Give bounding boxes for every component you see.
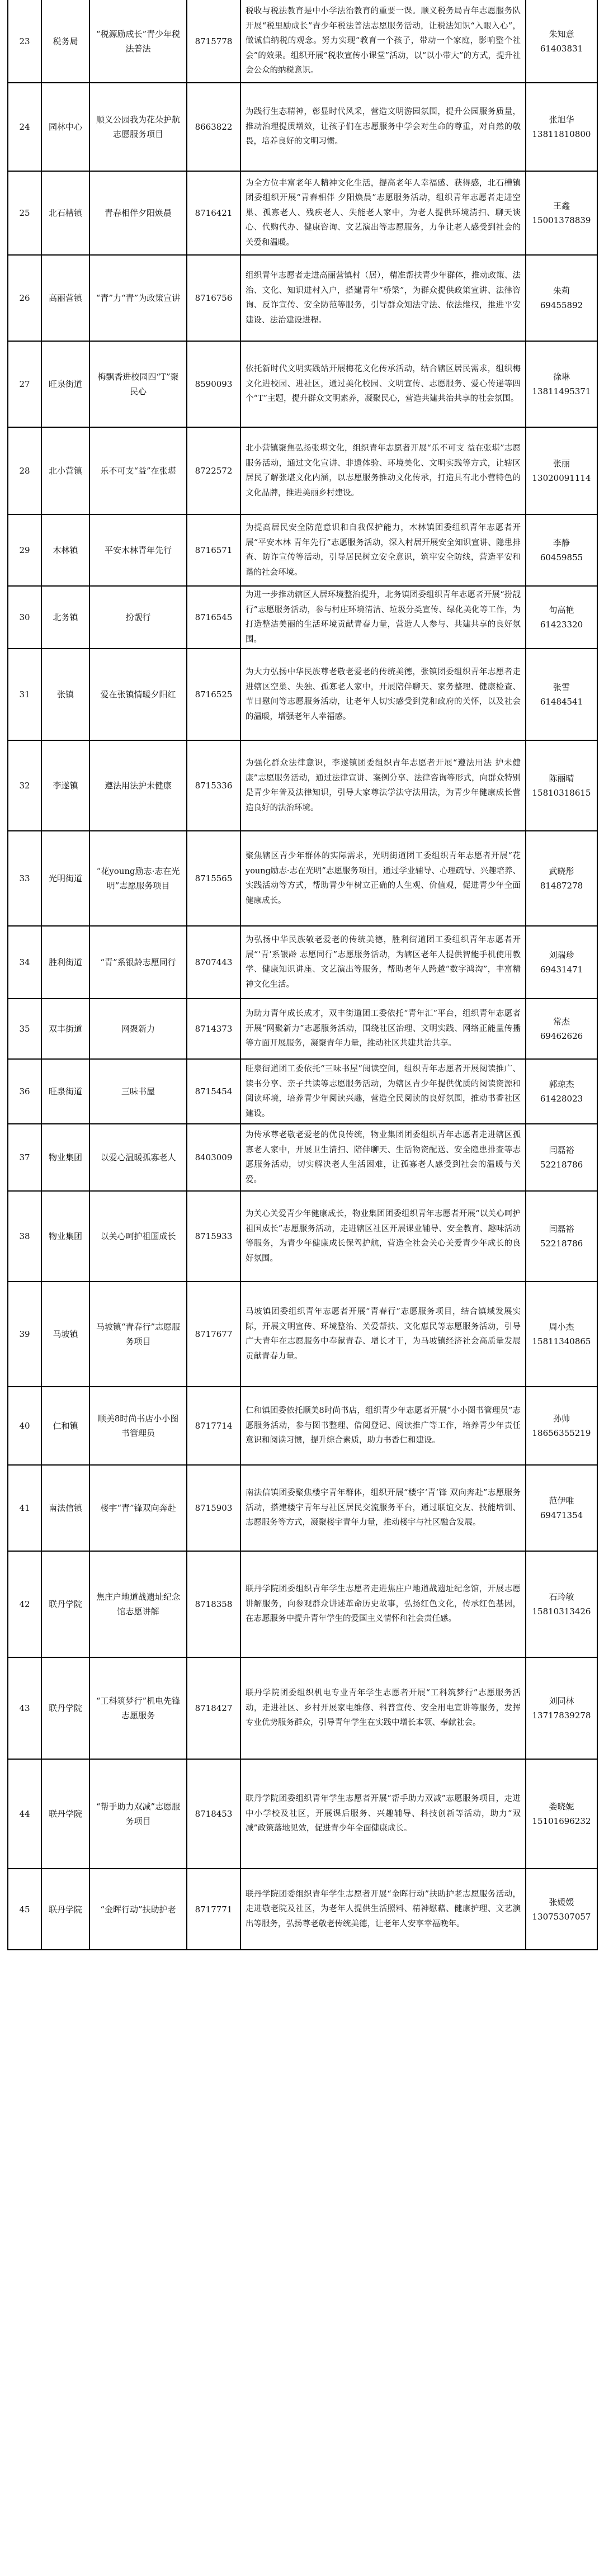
contact-phone: 81487278: [540, 881, 583, 891]
contact-phone: 69462626: [540, 1031, 583, 1041]
table-row: [8, 999, 597, 1059]
row-number: 42: [8, 1551, 41, 1657]
project-title: 梅飘香进校园四“T”聚民心: [89, 341, 187, 427]
project-phone: 8717771: [187, 1869, 240, 1950]
row-number: 26: [8, 255, 41, 341]
unit-name: 旺泉街道: [41, 341, 89, 427]
contact-name: 陈丽晴: [549, 773, 574, 783]
project-phone: 8590093: [187, 341, 240, 427]
table-row: [8, 649, 597, 740]
unit-name: 联丹学院: [41, 1759, 89, 1869]
unit-name: 物业集团: [41, 1124, 89, 1191]
project-phone: 8715933: [187, 1191, 240, 1282]
row-number: 43: [8, 1657, 41, 1759]
contact-phone: 52218786: [540, 1239, 583, 1249]
project-title: 青春相伴夕阳焕晨: [89, 171, 187, 255]
project-title: 顺美8时尚书店小小图书管理员: [89, 1387, 187, 1465]
contact-name: 朱莉: [553, 286, 570, 296]
contact-name: 张旭华: [549, 115, 574, 125]
project-title: 楼宇“青”锋双向奔赴: [89, 1465, 187, 1551]
project-phone: 8707443: [187, 926, 240, 999]
table-row: [8, 1059, 597, 1124]
table-row: [8, 1759, 597, 1869]
project-phone: 8403009: [187, 1124, 240, 1191]
contact-name: 徐琳: [553, 372, 570, 382]
project-title: 以爱心温暖孤寡老人: [89, 1124, 187, 1191]
contact-info: [526, 341, 597, 427]
contact-info: [526, 1059, 597, 1124]
contact-name: 石玲敏: [549, 1592, 574, 1602]
contact-info: [526, 740, 597, 831]
contact-name: 闫磊裕: [549, 1224, 574, 1234]
unit-name: 联丹学院: [41, 1869, 89, 1950]
contact-phone: 13717839278: [532, 1710, 591, 1721]
contact-phone: 61423320: [540, 620, 583, 630]
row-number: 36: [8, 1059, 41, 1124]
contact-phone: 13811810800: [532, 129, 591, 139]
unit-name: 税务局: [41, 0, 89, 83]
project-title: 平安木林青年先行: [89, 514, 187, 586]
contact-name: 王鑫: [553, 201, 570, 211]
project-description: 仁和镇团委依托顺美8时尚书店，组织青少年志愿者开展“小小图书管理员”志愿服务活动，参与图书整理、借阅登记、阅读推广等工作，培养青少年责任意识和阅读习惯，提升综合素质，助力书香仁和建设。: [240, 1387, 526, 1465]
row-number: 40: [8, 1387, 41, 1465]
project-phone: 8716571: [187, 514, 240, 586]
unit-name: 物业集团: [41, 1191, 89, 1282]
table-row: [8, 1657, 597, 1759]
contact-phone: 69455892: [540, 300, 583, 310]
contact-phone: 61484541: [540, 697, 583, 707]
project-phone: 8715454: [187, 1059, 240, 1124]
project-phone: 8718453: [187, 1759, 240, 1869]
unit-name: 联丹学院: [41, 1657, 89, 1759]
project-description: 联丹学院团委组织青年学生志愿者开展“金晖行动”扶助护老志愿服务活动，走进敬老院及社区，为老年人提供生活照料、精神慰藉、健康护理、文艺演出等服务，弘扬尊老敬老传统美德，让老年人安享幸福晚年。: [240, 1869, 526, 1950]
project-description: 为助力青年成长成才，双丰街道团工委依托“青年汇”平台，组织青年志愿者开展“网聚新力”志愿服务活动，围绕社区治理、文明实践、网络正能量传播等方面开展服务，凝聚青年力量，推动社区共建共治共享。: [240, 999, 526, 1059]
unit-name: 南法信镇: [41, 1465, 89, 1551]
table-row: [8, 1387, 597, 1465]
table-row: [8, 171, 597, 255]
unit-name: 双丰街道: [41, 999, 89, 1059]
contact-name: 朱知意: [549, 29, 574, 39]
project-title: 遵法用法护未健康: [89, 740, 187, 831]
unit-name: 北小营镇: [41, 427, 89, 514]
project-title: “金晖行动”扶助护老: [89, 1869, 187, 1950]
table-row: [8, 1282, 597, 1387]
project-description: 旺泉街道团工委依托“三味书屋”阅读空间，组织青年志愿者开展阅读推广、读书分享、亲子共读等志愿服务活动，为辖区青少年提供优质的阅读资源和阅读环境，培养青少年阅读兴趣，营造全民阅读的良好氛围，推动书香社区建设。: [240, 1059, 526, 1124]
contact-name: 范伊唯: [549, 1496, 574, 1506]
contact-name: 句高艳: [549, 605, 574, 615]
project-description: 北小营镇聚焦弘扬张堪文化，组织青年志愿者开展“乐不可支 益在张堪”志愿服务活动，通过文化宣讲、非遗体验、环境美化、文明实践等方式，让辖区居民了解张堪文化内涵，以志愿服务推动文化传承，打造具有北小营特色的文化品牌，推进美丽乡村建设。: [240, 427, 526, 514]
project-phone: 8716545: [187, 586, 240, 649]
row-number: 41: [8, 1465, 41, 1551]
row-number: 27: [8, 341, 41, 427]
contact-phone: 15810318615: [532, 788, 591, 798]
contact-info: [526, 926, 597, 999]
contact-phone: 52218786: [540, 1160, 583, 1170]
project-title: 顺义公园我为花朵护航志愿服务项目: [89, 83, 187, 171]
contact-info: [526, 586, 597, 649]
project-phone: 8716756: [187, 255, 240, 341]
project-phone: 8663822: [187, 83, 240, 171]
contact-info: [526, 1759, 597, 1869]
contact-phone: 15001378839: [532, 215, 591, 225]
project-description: 联丹学院团委组织机电专业青年学生志愿者开展“工科筑梦行”志愿服务活动，走进社区、乡村开展家电维修、科普宣传、安全用电宣讲等服务，发挥专业优势服务群众，引导青年学生在实践中增长本领、奉献社会。: [240, 1657, 526, 1759]
project-phone: 8715336: [187, 740, 240, 831]
unit-name: 北务镇: [41, 586, 89, 649]
table-row: [8, 341, 597, 427]
unit-name: 李遂镇: [41, 740, 89, 831]
project-title: 焦庄户地道战遗址纪念馆志愿讲解: [89, 1551, 187, 1657]
project-title: 网聚新力: [89, 999, 187, 1059]
project-phone: 8714373: [187, 999, 240, 1059]
table-row: [8, 926, 597, 999]
unit-name: 联丹学院: [41, 1551, 89, 1657]
project-phone: 8715565: [187, 831, 240, 926]
table-row: [8, 1869, 597, 1950]
unit-name: 旺泉街道: [41, 1059, 89, 1124]
project-phone: 8716421: [187, 171, 240, 255]
project-title: “花young励志·志在光明”志愿服务项目: [89, 831, 187, 926]
contact-name: 张丽: [553, 459, 570, 469]
project-title: “税源励成长”青少年税法普法: [89, 0, 187, 83]
contact-phone: 15101696232: [532, 1816, 591, 1826]
row-number: 25: [8, 171, 41, 255]
table-row: [8, 740, 597, 831]
contact-info: [526, 1465, 597, 1551]
contact-name: 娄晓妮: [549, 1802, 574, 1812]
row-number: 23: [8, 0, 41, 83]
contact-phone: 15810313426: [532, 1606, 591, 1617]
contact-info: [526, 83, 597, 171]
project-description: 为全方位丰富老年人精神文化生活，提高老年人幸福感、获得感，北石槽镇团委组织开展“青春相伴 夕阳焕晨”志愿服务活动，组织青年志愿者走进空巢、孤寡老人、残疾老人、失能老人家中，为老人提供环境清扫、聊天谈心、代购代办、健康咨询、文艺演出等志愿服务，力争让老人感受到社会的关爱和温暖。: [240, 171, 526, 255]
project-title: 以关心呵护祖国成长: [89, 1191, 187, 1282]
table-row: [8, 1465, 597, 1551]
row-number: 34: [8, 926, 41, 999]
unit-name: 张镇: [41, 649, 89, 740]
project-title: 爱在张镇情暖夕阳红: [89, 649, 187, 740]
contact-name: 常杰: [553, 1017, 570, 1027]
row-number: 28: [8, 427, 41, 514]
contact-phone: 69471354: [540, 1510, 583, 1520]
contact-info: [526, 255, 597, 341]
contact-info: [526, 1387, 597, 1465]
contact-phone: 69431471: [540, 965, 583, 975]
project-title: “工科筑梦行”机电先锋志愿服务: [89, 1657, 187, 1759]
table-row: [8, 0, 597, 83]
project-title: “青”力“青”为政策宣讲: [89, 255, 187, 341]
contact-info: [526, 1191, 597, 1282]
row-number: 30: [8, 586, 41, 649]
table-row: [8, 83, 597, 171]
project-description: 为进一步推动辖区人居环境整治提升，北务镇团委组织青年志愿者开展“扮靓行”志愿服务活动，参与村庄环境清洁、垃圾分类宣传、绿化美化等工作，为打造整洁美丽的生活环境贡献青春力量，营造人人参与、共建共享的良好氛围。: [240, 586, 526, 649]
table-row: [8, 427, 597, 514]
table-row: [8, 586, 597, 649]
project-title: “青”系银龄志愿同行: [89, 926, 187, 999]
contact-name: 刘同林: [549, 1696, 574, 1706]
project-description: 马坡镇团委组织青年志愿者开展“青春行”志愿服务项目，结合镇域发展实际，开展文明宣传、环境整治、关爱帮扶、文化惠民等志愿服务活动，引导广大青年在志愿服务中奉献青春、增长才干，为马坡镇经济社会高质量发展贡献青春力量。: [240, 1282, 526, 1387]
contact-phone: 18656355219: [532, 1428, 591, 1438]
project-title: 三味书屋: [89, 1059, 187, 1124]
project-description: 组织青年志愿者走进高丽营镇村（居），精准帮扶青少年群体，推动政策、法治、文化、知识进村入户，搭建青年“桥梁”，为群众提供政策宣讲、法律咨询、反诈宣传、安全防范等服务，引导群众知法守法、依法维权，推进平安建设、法治建设进程。: [240, 255, 526, 341]
contact-info: [526, 514, 597, 586]
project-description: 为关心关爱青少年健康成长，物业集团团委组织青年志愿者开展“以关心呵护祖国成长”志愿服务活动，走进辖区社区开展课业辅导、安全教育、趣味活动等服务，为青少年健康成长保驾护航，营造全社会关心关爱青少年成长的良好氛围。: [240, 1191, 526, 1282]
project-description: 为提高居民安全防范意识和自我保护能力，木林镇团委组织青年志愿者开展“平安木林 青年先行”志愿服务活动，深入村居开展安全知识宣讲、隐患排查、防诈宣传等活动，引导居民树立安全意识，筑牢安全防线，营造平安和谐的社会环境。: [240, 514, 526, 586]
project-description: 依托新时代文明实践站开展梅花文化传承活动，结合辖区居民需求，组织梅文化进校园、进社区，通过美化校园、文明宣传、志愿服务、爱心传递等四个“T”主题，提升群众文明素养，凝聚民心，营造共建共治共享的社会氛围。: [240, 341, 526, 427]
row-number: 38: [8, 1191, 41, 1282]
contact-phone: 13811495371: [532, 386, 591, 396]
contact-name: 孙帅: [553, 1414, 570, 1424]
contact-name: 郭琼杰: [549, 1079, 574, 1089]
contact-name: 武晓彤: [549, 866, 574, 876]
table-row: [8, 255, 597, 341]
row-number: 44: [8, 1759, 41, 1869]
contact-phone: 61403831: [540, 43, 583, 54]
row-number: 32: [8, 740, 41, 831]
row-number: 37: [8, 1124, 41, 1191]
project-phone: 8715778: [187, 0, 240, 83]
unit-name: 光明街道: [41, 831, 89, 926]
contact-info: [526, 171, 597, 255]
project-phone: 8717714: [187, 1387, 240, 1465]
table-row: [8, 514, 597, 586]
project-description: 南法信镇团委聚焦楼宇青年群体，组织开展“楼宇‘青’锋 双向奔赴”志愿服务活动，搭建楼宇青年与社区居民交流服务平台，通过联谊交友、技能培训、志愿服务等方式，凝聚楼宇青年力量，推动楼宇与社区融合发展。: [240, 1465, 526, 1551]
contact-name: 闫磊裕: [549, 1145, 574, 1155]
row-number: 24: [8, 83, 41, 171]
project-description: 聚焦辖区青少年群体的实际需求，光明街道团工委组织青年志愿者开展“花young励志·志在光明”志愿服务项目，通过学业辅导、心理疏导、兴趣培养、实践活动等方式，帮助青少年树立正确的人生观、价值观，促进青少年全面健康成长。: [240, 831, 526, 926]
project-description: 为践行生态精神，彰显时代风采，营造文明游园氛围，提升公园服务质量，推动治理提质增效，让孩子们在志愿服务中学会对生命的尊重，对自然的敬畏，培养良好的文明习惯。: [240, 83, 526, 171]
unit-name: 马坡镇: [41, 1282, 89, 1387]
project-title: “帮手助力双减”志愿服务项目: [89, 1759, 187, 1869]
table-row: [8, 1551, 597, 1657]
contact-phone: 15811340865: [532, 1336, 591, 1346]
contact-name: 张媛媛: [549, 1897, 574, 1907]
row-number: 39: [8, 1282, 41, 1387]
project-description: 为强化群众法律意识，李遂镇团委组织青年志愿者开展“遵法用法 护未健康”志愿服务活动，通过法律宣讲、案例分享、法律咨询等形式，向群众特别是青少年普及法律知识，引导大家尊法学法守法用法，为青少年健康成长营造良好的法治环境。: [240, 740, 526, 831]
contact-info: [526, 831, 597, 926]
contact-info: [526, 0, 597, 83]
project-title: 马坡镇“青春行”志愿服务项目: [89, 1282, 187, 1387]
unit-name: 高丽营镇: [41, 255, 89, 341]
row-number: 33: [8, 831, 41, 926]
row-number: 29: [8, 514, 41, 586]
row-number: 45: [8, 1869, 41, 1950]
project-phone: 8718427: [187, 1657, 240, 1759]
table-row: [8, 1191, 597, 1282]
project-phone: 8717677: [187, 1282, 240, 1387]
row-number: 35: [8, 999, 41, 1059]
project-description: 为弘扬中华民族敬老爱老的传统美德，胜利街道团工委组织青年志愿者开展“‘青’系银龄 志愿同行”志愿服务活动，为辖区老年人提供智能手机使用教学、健康知识讲座、文艺演出等服务，帮助老年人跨越“数字鸿沟”，丰富精神文化生活。: [240, 926, 526, 999]
contact-name: 张雪: [553, 682, 570, 692]
table-row: [8, 831, 597, 926]
row-number: 31: [8, 649, 41, 740]
project-description: 联丹学院团委组织青年学生志愿者开展“帮手助力双减”志愿服务项目，走进中小学校及社区，开展课后服务、兴趣辅导、科技创新等活动，助力“双减”政策落地见效，促进青少年全面健康成长。: [240, 1759, 526, 1869]
contact-phone: 13020091114: [532, 473, 591, 483]
contact-info: [526, 1657, 597, 1759]
contact-info: [526, 999, 597, 1059]
project-description: 税收与税法教育是中小学法治教育的重要一课。顺义税务局青年志愿服务队开展“税里励成长”青少年税法普法志愿服务活动，让税法知识“入眼入心”，做诚信纳税的观念。努力实现“教育一个孩子，带动一个家庭，影响整个社会”的效果。组织开展“税收宣传小课堂”活动，以“以小带大”的方式，提升社会公众的纳税意识。: [240, 0, 526, 83]
project-title: 乐不可支“益”在张堪: [89, 427, 187, 514]
unit-name: 胜利街道: [41, 926, 89, 999]
unit-name: 木林镇: [41, 514, 89, 586]
contact-info: [526, 1551, 597, 1657]
unit-name: 仁和镇: [41, 1387, 89, 1465]
project-phone: 8716525: [187, 649, 240, 740]
contact-info: [526, 649, 597, 740]
table-row: [8, 1124, 597, 1191]
contact-info: [526, 1124, 597, 1191]
project-title: 扮靓行: [89, 586, 187, 649]
contact-info: [526, 1869, 597, 1950]
volunteer-project-table: [7, 0, 598, 1950]
contact-phone: 13075307057: [532, 1911, 591, 1922]
project-description: 为大力弘扬中华民族尊老敬老爱老的传统美德，张镇团委组织青年志愿者走进辖区空巢、失独、孤寡老人家中，开展陪伴聊天、家务整理、健康检查、节日慰问等志愿服务活动，让老年人切实感受到党和政府的关怀，以及社会的温暖，增强老年人幸福感。: [240, 649, 526, 740]
unit-name: 北石槽镇: [41, 171, 89, 255]
table-body: [8, 0, 597, 1950]
unit-name: 园林中心: [41, 83, 89, 171]
contact-name: 周小杰: [549, 1322, 574, 1332]
contact-name: 刘瑞珍: [549, 950, 574, 960]
contact-phone: 60459855: [540, 552, 583, 563]
contact-phone: 61428023: [540, 1094, 583, 1104]
project-phone: 8722572: [187, 427, 240, 514]
project-description: 联丹学院团委组织青年学生志愿者走进焦庄户地道战遗址纪念馆，开展志愿讲解服务，向参观群众讲述革命历史故事，弘扬红色文化，传承红色基因，在志愿服务中提升青年学生的爱国主义情怀和社会责任感。: [240, 1551, 526, 1657]
contact-name: 李静: [553, 538, 570, 548]
contact-info: [526, 427, 597, 514]
project-phone: 8715903: [187, 1465, 240, 1551]
contact-info: [526, 1282, 597, 1387]
project-phone: 8718358: [187, 1551, 240, 1657]
project-description: 为传承尊老敬老爱老的优良传统，物业集团团委组织青年志愿者走进辖区孤寡老人家中，开展卫生清扫、陪伴聊天、生活物资配送、安全隐患排查等志愿服务活动，切实解决老人生活困难，让孤寡老人感受到社会的温暖与关爱。: [240, 1124, 526, 1191]
